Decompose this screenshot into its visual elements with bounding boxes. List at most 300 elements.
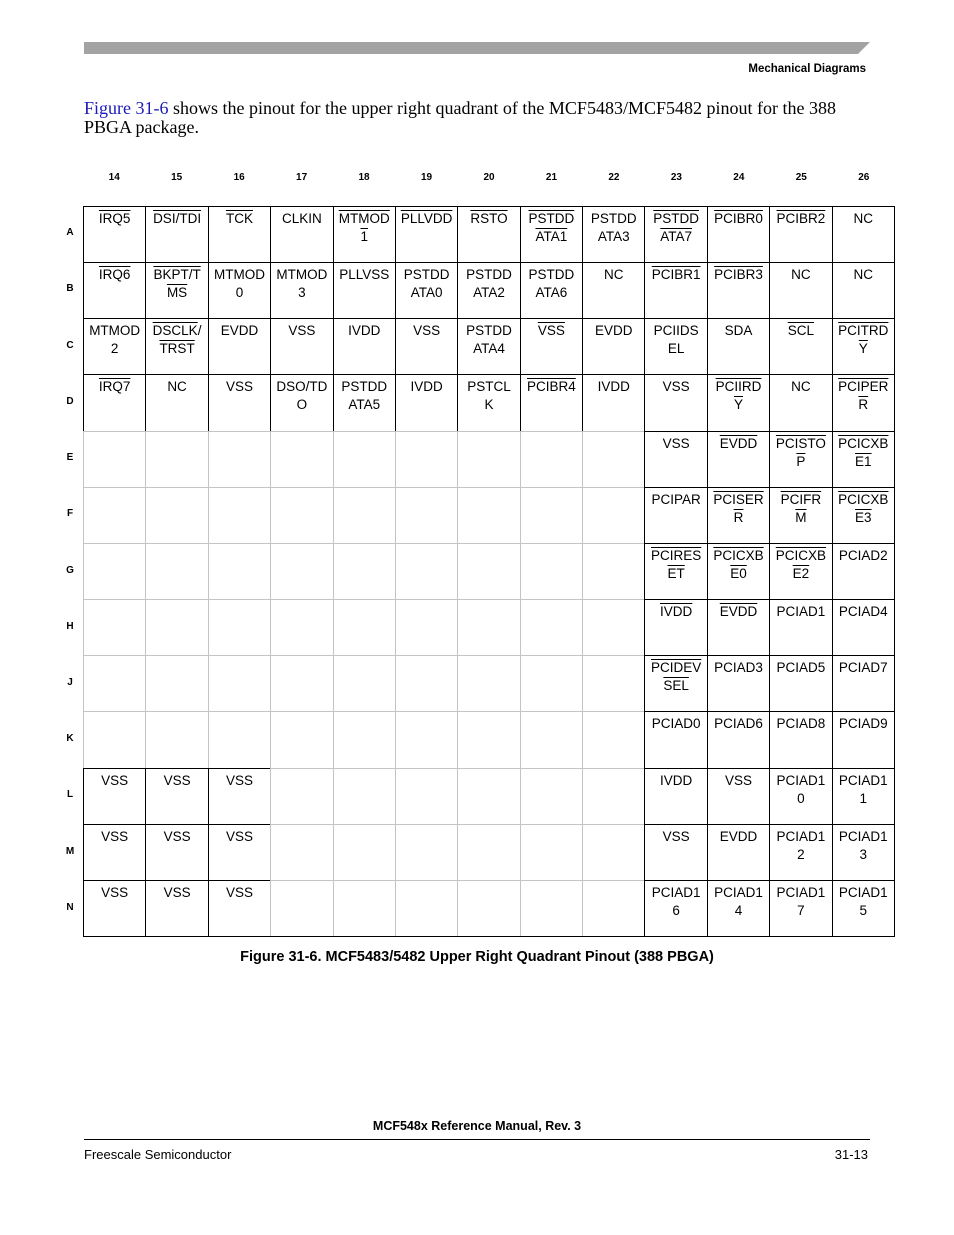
signal-text: 3 [298, 285, 306, 301]
signal-text: PSTDD [403, 267, 450, 283]
signal-text: 4 [734, 902, 743, 918]
pin-cell [395, 318, 457, 374]
pin-cell [707, 487, 769, 543]
pin-cell [769, 262, 831, 318]
active-low-signal-text: PCISTO [775, 435, 826, 451]
empty-pin-cell [333, 543, 395, 599]
pin-cell [769, 711, 831, 767]
signal-text: K [484, 397, 494, 413]
pin-cell [520, 374, 582, 430]
pin-cell [208, 824, 270, 880]
active-low-signal-text: $\overline{P}$ [796, 453, 806, 469]
pin-name-line [833, 659, 894, 677]
pin-name-line [583, 378, 644, 396]
pin-cell [208, 768, 270, 824]
signal-text: ATA2 [473, 285, 505, 301]
pin-cell [83, 262, 145, 318]
column-label: 25 [795, 172, 807, 183]
empty-pin-cell [333, 487, 395, 543]
empty-pin-cell [457, 487, 519, 543]
active-low-signal-text: PCIBR2 [776, 211, 826, 226]
pin-cell [582, 318, 644, 374]
pin-cell [83, 374, 145, 430]
pin-name-line [583, 266, 644, 284]
pin-name-line [833, 547, 894, 565]
pin-name-line [146, 284, 207, 302]
active-low-signal-text: ATA1 [535, 229, 568, 244]
signal-text: PCIAD1 [838, 772, 888, 788]
empty-pin-cell [582, 880, 644, 936]
active-low-signal-text: BKPT/T [153, 267, 201, 283]
active-low-signal-text: PCIBR4 [526, 379, 576, 395]
signal-text: PSTDD [466, 267, 512, 283]
pin-name-line [271, 378, 332, 396]
pin-name-line [833, 884, 894, 902]
pin-cell [270, 318, 332, 374]
pin-name-line [770, 772, 831, 790]
pin-cell [83, 880, 145, 936]
signal-text: PCIAD1 [776, 884, 826, 900]
empty-pin-cell [270, 880, 332, 936]
row-label: J [67, 676, 73, 688]
empty-pin-cell [457, 431, 519, 487]
column-label: 18 [358, 172, 370, 183]
signal-text: VSS [163, 828, 191, 844]
pin-cell [707, 543, 769, 599]
signal-text: EVDD [220, 323, 259, 339]
pin-cell [644, 824, 706, 880]
row-label: G [66, 564, 74, 576]
signal-text: PCIAD1 [776, 828, 826, 844]
pin-name-line [708, 266, 769, 284]
pin-name-line [833, 509, 894, 527]
pin-cell [644, 374, 706, 430]
active-low-signal-text: $\overline{R}$ [858, 397, 869, 413]
pin-cell [145, 824, 207, 880]
row-label: D [66, 395, 74, 407]
pin-name-line [521, 284, 582, 302]
pin-name-line [645, 547, 706, 565]
pin-cell [832, 824, 894, 880]
pin-cell [83, 768, 145, 824]
signal-text: EVDD [719, 828, 758, 844]
pin-name-line [209, 210, 270, 228]
signal-text: VSS [662, 379, 690, 395]
pin-name-line [521, 378, 582, 396]
signal-text: 6 [672, 902, 680, 918]
empty-pin-cell [582, 487, 644, 543]
pin-cell [333, 374, 395, 430]
pin-name-line [146, 884, 207, 902]
active-low-signal-text: DSCLK [152, 323, 198, 339]
pin-name-line [833, 378, 894, 396]
active-low-signal-text: $\overline{Y}$ [858, 341, 868, 357]
empty-pin-cell [83, 487, 145, 543]
signal-text: CLKIN [281, 211, 322, 226]
empty-pin-cell [208, 487, 270, 543]
empty-pin-cell [582, 711, 644, 767]
signal-text: 7 [797, 902, 805, 918]
pin-name-line [146, 828, 207, 846]
pin-name-line [271, 266, 332, 284]
active-low-signal-text: PSTDD [653, 211, 700, 226]
signal-text: ATA5 [348, 397, 381, 413]
pin-name-line [458, 378, 519, 396]
header-bar [84, 42, 870, 54]
pin-name-line [708, 659, 769, 677]
signal-text: O [296, 397, 308, 413]
empty-pin-cell [520, 487, 582, 543]
pin-cell [145, 206, 207, 262]
empty-pin-cell [395, 431, 457, 487]
signal-text: PSTDD [590, 211, 637, 226]
pin-name-line [770, 509, 831, 527]
active-low-signal-text: $\overline{SCL}$ [787, 323, 815, 339]
pin-cell [644, 318, 706, 374]
pin-cell [644, 206, 706, 262]
pin-name-line [833, 396, 894, 414]
signal-text: PCIAD1 [838, 828, 888, 844]
pin-cell [832, 655, 894, 711]
pin-name-line [645, 210, 706, 228]
pin-name-line [84, 322, 145, 340]
signal-text: 2 [110, 341, 119, 357]
active-low-signal-text: PSTDD [528, 211, 575, 226]
pin-name-line [645, 340, 706, 358]
empty-pin-cell [333, 768, 395, 824]
pin-name-line [645, 659, 706, 677]
pin-name-line [708, 772, 769, 790]
column-label: 24 [733, 172, 745, 183]
signal-text: PCIAD8 [776, 716, 826, 732]
pin-cell [769, 318, 831, 374]
pin-cell [644, 431, 706, 487]
pin-name-line [708, 378, 769, 396]
pin-name-line [770, 453, 831, 471]
pin-cell [707, 599, 769, 655]
footer-company: Freescale Semiconductor [84, 1147, 232, 1162]
pin-name-line [396, 322, 457, 340]
signal-text: PCIAD3 [714, 660, 763, 676]
signal-text: VSS [225, 379, 253, 395]
signal-text: VSS [163, 772, 191, 788]
pin-name-line [708, 210, 769, 228]
signal-text: 0 [797, 790, 805, 806]
signal-text: VSS [101, 828, 129, 844]
active-low-signal-text: $\overline{R}$ [733, 509, 744, 525]
pin-cell [208, 206, 270, 262]
signal-text: PCIAD1 [776, 604, 826, 620]
empty-pin-cell [520, 824, 582, 880]
active-low-signal-text: IRQ7 [98, 379, 131, 395]
pin-cell [83, 824, 145, 880]
row-label: B [66, 283, 74, 295]
pin-name-line [146, 340, 207, 358]
empty-pin-cell [582, 431, 644, 487]
signal-text: MTMOD [213, 267, 265, 283]
pin-cell [208, 880, 270, 936]
signal-text: VSS [101, 772, 129, 788]
pin-cell [145, 374, 207, 430]
empty-pin-cell [270, 599, 332, 655]
signal-text: EVDD [595, 323, 633, 339]
empty-pin-cell [457, 880, 519, 936]
pin-name-line [521, 210, 582, 228]
pin-cell [707, 768, 769, 824]
active-low-signal-text: PCICXB [713, 547, 764, 563]
pin-name-line [645, 565, 706, 583]
active-low-signal-text: E1 [855, 453, 872, 469]
column-label: 23 [670, 172, 682, 183]
row-label: L [66, 789, 74, 801]
empty-pin-cell [457, 824, 519, 880]
empty-pin-cell [333, 599, 395, 655]
signal-text: PCIAD2 [838, 547, 888, 563]
empty-pin-cell [520, 711, 582, 767]
header-bar-shape [84, 42, 870, 54]
pin-name-line [146, 210, 207, 228]
pin-name-line [84, 828, 145, 846]
signal-text: PCIAD1 [776, 772, 826, 788]
pin-name-line [396, 210, 457, 228]
pin-cell [707, 262, 769, 318]
signal-text: PCIAD9 [838, 716, 888, 732]
signal-text: PCIAD7 [838, 660, 888, 676]
pin-cell [832, 374, 894, 430]
pin-name-line [521, 266, 582, 284]
signal-text: PCIAD6 [714, 716, 763, 732]
active-low-signal-text: $\overline{TCK}$ [225, 211, 253, 226]
active-low-signal-text: PCIBR3 [714, 267, 763, 283]
pin-cell [644, 655, 706, 711]
pin-name-line [209, 266, 270, 284]
pin-cell [707, 374, 769, 430]
signal-text: NC [791, 379, 811, 395]
pin-name-line [645, 772, 706, 790]
signal-text: PSTDD [466, 323, 512, 339]
pin-name-line [770, 565, 831, 583]
signal-text: VSS [413, 323, 441, 339]
pin-name-line [84, 772, 145, 790]
pin-name-line [708, 491, 769, 509]
empty-pin-cell [208, 543, 270, 599]
pin-name-line [770, 547, 831, 565]
signal-text: IVDD [348, 323, 381, 339]
active-low-signal-text: $\overline{MS}$ [166, 285, 188, 301]
section-title: Mechanical Diagrams [748, 63, 866, 75]
signal-text: EL [667, 341, 685, 357]
empty-pin-cell [582, 655, 644, 711]
empty-pin-cell [270, 655, 332, 711]
pin-name-line [271, 322, 332, 340]
pin-name-line [645, 884, 706, 902]
pin-name-line [770, 266, 831, 284]
column-label: 19 [420, 172, 433, 183]
pin-name-line [770, 790, 831, 808]
pin-name-line [770, 846, 831, 864]
pin-cell [145, 262, 207, 318]
pin-name-line [84, 340, 145, 358]
pin-name-line [645, 715, 706, 733]
column-labels [0, 172, 954, 186]
signal-text: 2 [797, 846, 805, 862]
footer-rule [84, 1139, 870, 1140]
signal-text: PCIAD1 [651, 884, 701, 900]
row-label: C [66, 339, 74, 351]
empty-pin-cell [457, 655, 519, 711]
pin-name-line [334, 266, 395, 284]
pin-name-line [583, 322, 644, 340]
empty-pin-cell [333, 711, 395, 767]
pin-name-line [708, 902, 769, 920]
pin-name-line [770, 902, 831, 920]
row-labels [60, 206, 80, 937]
active-low-signal-text: E0 [730, 565, 747, 581]
row-label: H [66, 620, 74, 632]
pin-cell [832, 711, 894, 767]
row-label: E [66, 452, 74, 464]
active-low-signal-text: EVDD [719, 435, 758, 451]
column-label: 17 [296, 172, 308, 183]
active-low-signal-text: IVDD [660, 604, 693, 620]
signal-text: 0 [235, 285, 244, 301]
active-low-signal-text: $\overline{M}$ [795, 509, 807, 525]
empty-pin-cell [520, 768, 582, 824]
signal-text: PSTDD [528, 267, 575, 283]
pin-name-line [770, 435, 831, 453]
pin-name-line [708, 884, 769, 902]
pin-name-line [521, 228, 582, 246]
pin-name-line [334, 322, 395, 340]
pin-name-line [645, 322, 706, 340]
pin-name-line [770, 659, 831, 677]
pin-cell [520, 206, 582, 262]
pin-name-line [645, 228, 706, 246]
empty-pin-cell [395, 655, 457, 711]
pin-cell [395, 262, 457, 318]
figure-link[interactable]: Figure 31-6 [84, 98, 169, 118]
column-label: 20 [483, 172, 495, 183]
pin-name-line [833, 266, 894, 284]
pin-cell [457, 262, 519, 318]
empty-pin-cell [395, 768, 457, 824]
pin-name-line [645, 266, 706, 284]
pin-cell [208, 318, 270, 374]
pin-cell [769, 768, 831, 824]
pin-name-line [458, 210, 519, 228]
pin-cell [145, 768, 207, 824]
pin-cell [707, 824, 769, 880]
pin-cell [769, 824, 831, 880]
active-low-signal-text: $\overline{Y}$ [734, 397, 744, 413]
pin-cell [145, 318, 207, 374]
pin-cell [270, 262, 332, 318]
active-low-signal-text: ATA7 [660, 229, 693, 244]
pin-name-line [833, 603, 894, 621]
empty-pin-cell [395, 880, 457, 936]
pin-name-line [833, 772, 894, 790]
empty-pin-cell [520, 655, 582, 711]
pin-cell [644, 768, 706, 824]
pin-name-line [645, 828, 706, 846]
signal-text: VSS [225, 828, 253, 844]
pin-cell [832, 599, 894, 655]
signal-text: NC [604, 267, 624, 283]
pin-cell [208, 262, 270, 318]
active-low-signal-text: PCIDEV [651, 660, 702, 676]
pin-cell [707, 206, 769, 262]
pin-name-line [645, 603, 706, 621]
intro-text: shows the pinout for the upper right quadrant of the MCF5483/MCF5482 pinout for the 388 PBGA package. [84, 98, 836, 137]
footer-manual-title: MCF548x Reference Manual, Rev. 3 [372, 1119, 582, 1133]
signal-text: 3 [859, 846, 868, 862]
pin-name-line [271, 210, 332, 228]
pin-name-line [84, 266, 145, 284]
signal-text: IVDD [660, 772, 693, 788]
pin-cell [83, 318, 145, 374]
empty-pin-cell [83, 543, 145, 599]
empty-pin-cell [145, 655, 207, 711]
signal-text: SDA [724, 323, 753, 339]
pin-cell [707, 711, 769, 767]
empty-pin-cell [145, 711, 207, 767]
pin-cell [769, 880, 831, 936]
pin-cell [769, 543, 831, 599]
pin-name-line [271, 396, 332, 414]
pin-cell [644, 711, 706, 767]
pin-name-line [209, 884, 270, 902]
empty-pin-cell [457, 599, 519, 655]
signal-text: VSS [163, 884, 191, 900]
pin-name-line [521, 322, 582, 340]
pin-cell [832, 487, 894, 543]
signal-text: PSTDD [341, 379, 388, 395]
pin-name-line [645, 902, 706, 920]
pin-name-line [833, 435, 894, 453]
active-low-signal-text: IRQ5 [98, 211, 131, 226]
signal-text: 1 [859, 790, 868, 806]
empty-pin-cell [208, 655, 270, 711]
active-low-signal-text: IRQ6 [98, 267, 131, 283]
signal-text: NC [791, 267, 811, 283]
signal-text: VSS [101, 884, 129, 900]
active-low-signal-text: EVDD [719, 604, 758, 620]
pin-name-line [833, 322, 894, 340]
active-low-signal-text: PCITRD [838, 323, 889, 339]
empty-pin-cell [270, 711, 332, 767]
active-low-signal-text: $\overline{ET}$ [667, 565, 685, 581]
pin-cell [208, 374, 270, 430]
signal-text: NC [853, 267, 874, 283]
pin-cell [832, 206, 894, 262]
pin-name-line [209, 284, 270, 302]
empty-pin-cell [520, 880, 582, 936]
column-label: 21 [545, 172, 558, 183]
pin-name-line [583, 228, 644, 246]
intro-paragraph [84, 99, 874, 137]
signal-text: VSS [725, 772, 753, 788]
pin-cell [707, 318, 769, 374]
pin-name-line [708, 715, 769, 733]
row-label: N [66, 901, 74, 913]
pin-cell [333, 318, 395, 374]
signal-text: ATA6 [535, 285, 568, 301]
signal-text: PCIAD5 [776, 660, 826, 676]
signal-text: PCIPAR [651, 491, 701, 507]
signal-text: MTMOD [89, 323, 141, 339]
signal-text: VSS [225, 884, 253, 900]
pin-name-line [833, 453, 894, 471]
